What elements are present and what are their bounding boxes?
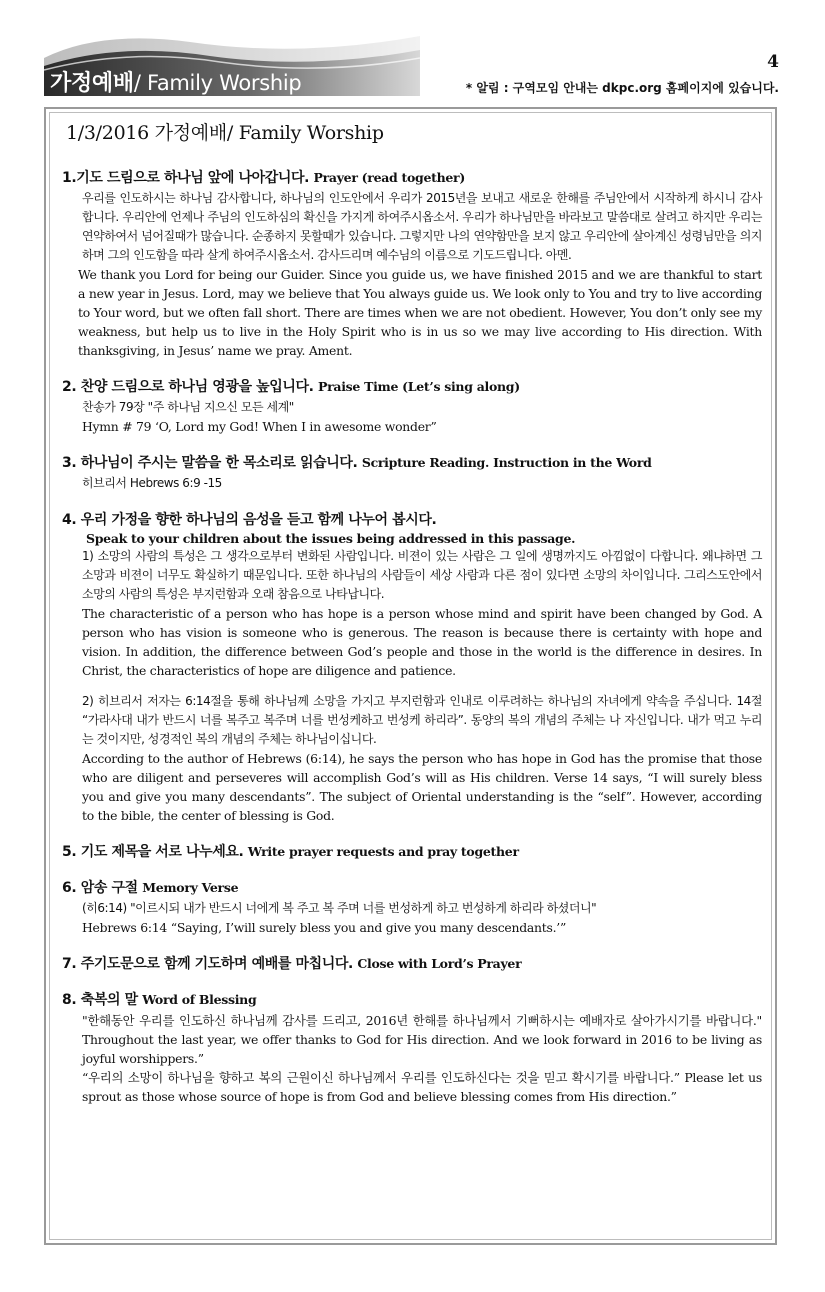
document-title: 1/3/2016 가정예배/ Family Worship: [66, 122, 384, 144]
heading-en: Prayer (read together): [313, 170, 465, 185]
heading-en: Word of Blessing: [142, 992, 257, 1007]
heading-en: Memory Verse: [142, 880, 239, 895]
section-discussion: [60, 509, 762, 825]
memory-verse-en: Hebrews 6:14 “Saying, I’will surely bless you and give you many descendants.’”: [82, 920, 567, 935]
page-header: [40, 28, 785, 96]
heading-ko: 5. 기도 제목을 서로 나누세요.: [62, 844, 248, 860]
heading-ko: 7. 주기도문으로 함께 기도하며 예배를 마칩니다.: [62, 956, 358, 972]
section-heading: [62, 452, 762, 472]
discussion-point-2-ko: 2) 히브리서 저자는 6:14절을 통해 하나님께 소망을 가지고 부지런함과 인내로 이루려하는 하나님의 자녀에게 약속을 주십니다. 14절 “가라사대 내가 반드시 너를 복주고 복주며 너를 번성케하고 번성케 하리라”. 동양의 복의 개념의 주체는 나 자신입니다. 내가 먹고 누리는 것이지만, 성경적인 복의 개념의 주체는 하나님이십니다.: [82, 694, 762, 746]
section-heading: [62, 989, 762, 1009]
section-heading: [62, 841, 762, 861]
section-prayer: [60, 167, 762, 360]
prayer-text-en: We thank you Lord for being our Guider. Since you guide us, we have finished 2015 and we are thankful to start a new year in Jesus. Lord, may we believe that You always guide us. We look only to You and try to live according to Your word, but we often fall short. There are times when we are not obedient. However, You don’t only see my weakness, but help us to live in the Holy Spirit who is in us so we may live according to His direction. With thanksgiving, in Jesus’ name we pray. Ament.: [78, 267, 762, 358]
heading-en: Scripture Reading. Instruction in the Word: [361, 455, 652, 470]
blessing-text-2: “우리의 소망이 하나님을 향하고 복의 근원이신 하나님께서 우리를 인도하신다는 것을 믿고 확시기를 바랍니다.” Please let us sprout as those whose source of hope is from God and believe blessing comes from His direction.”: [82, 1070, 762, 1104]
heading-en: Close with Lord’s Prayer: [357, 956, 522, 971]
section-blessing: [60, 989, 762, 1106]
header-notice: * 알림 : 구역모임 안내는 dkpc.org 홈페이지에 있습니다.: [465, 81, 779, 95]
worship-content: [60, 118, 762, 1122]
section-memory-verse: [60, 877, 762, 937]
heading-en: Praise Time (Let’s sing along): [318, 379, 520, 394]
heading-ko: 2. 찬양 드림으로 하나님 영광을 높입니다.: [62, 379, 319, 395]
section-heading: [62, 376, 762, 396]
section-scripture: [60, 452, 762, 493]
header-title-ko: 가정예배: [50, 71, 134, 96]
scripture-reference: 히브리서 Hebrews 6:9 -15: [82, 476, 222, 490]
discussion-point-1-ko: 1) 소망의 사람의 특성은 그 생각으로부터 변화된 사람입니다. 비젼이 있는 사람은 그 일에 생명까지도 아낌없이 다합니다. 왜냐하면 그 소망과 비젼이 너무도 확실하기 때문입니다. 또한 하나님의 사람들이 세상 사람과 다른 점이 있다면 소망의 차이입니다. 그리스도안에서 소망의 사람의 특성은 부지런함과 오래 참음으로 나타납니다.: [82, 549, 762, 601]
section-heading: [62, 877, 762, 897]
memory-verse-ko: (히6:14) "이르시되 내가 반드시 너에게 복 주고 복 주며 너를 번성하게 하고 번성하게 하리라 하셨더니": [82, 901, 597, 915]
heading-en: Write prayer requests and pray together: [247, 844, 519, 859]
heading-ko: 1.기도 드림으로 하나님 앞에 나아갑니다.: [62, 170, 314, 186]
heading-ko: 6. 암송 구절: [62, 880, 143, 896]
heading-ko: 3. 하나님이 주시는 말씀을 한 목소리로 읽습니다.: [62, 455, 362, 471]
discussion-subheading: Speak to your children about the issues being addressed in this passage.: [86, 531, 576, 546]
hymn-ko: 찬송가 79장 "주 하나님 지으신 모든 세계": [82, 400, 294, 414]
section-closing-prayer: [60, 953, 762, 973]
page-number: 4: [767, 52, 779, 72]
section-heading: [62, 953, 762, 973]
hymn-en: Hymn # 79 ‘O, Lord my God! When I in awesome wonder”: [82, 419, 437, 434]
discussion-point-1-en: The characteristic of a person who has hope is a person whose mind and spirit have been changed by God. A person who has vision is someone who is generous. The reason is because there is certainty with hope and vision. In addition, the difference between God’s people and those in the world is the difference in desires. In Christ, the characteristics of hope are diligence and patience.: [82, 606, 762, 678]
blessing-text-1: "한해동안 우리를 인도하신 하나님께 감사를 드리고, 2016년 한해를 하나님께서 기뻐하시는 예배자로 살아가시기를 바랍니다." Throughout the last year, we offer thanks to God for His direction. And we look forward in 2016 to be living as joyful worshippers.”: [82, 1013, 762, 1066]
discussion-point-2-en: According to the author of Hebrews (6:14), he says the person who has hope in God has the promise that those who are diligent and perseveres will accomplish God’s will as His children. Verse 14 says, “I will surely bless you and give you many descendants”. The subject of Oriental understanding is the “self”. However, according to the bible, the center of blessing is God.: [82, 751, 762, 823]
section-heading: [62, 167, 762, 187]
header-title: [50, 66, 301, 97]
section-heading: 4. 우리 가정을 향한 하나님의 음성을 듣고 함께 나누어 봅시다.: [62, 512, 437, 528]
heading-ko: 8. 축복의 말: [62, 992, 143, 1008]
header-title-en: / Family Worship: [133, 71, 302, 95]
section-praise: [60, 376, 762, 436]
section-prayer-requests: [60, 841, 762, 861]
prayer-text-ko: 우리를 인도하시는 하나님 감사합니다, 하나님의 인도안에서 우리가 2015년을 보내고 새로운 한해를 주님안에서 시작하게 하시니 감사합니다. 우리안에 언제나 주님의 인도하심의 확신을 가지게 하여주시옵소서. 우리가 하나님만을 바라보고 말씀대로 살려고 하지만 우리는 연약하여서 넘어질때가 많습니다. 순종하지 못할때가 있습니다. 그렇지만 나의 연약함만을 보지 않고 우리안에 살아계신 성령님만을 의지하며 그의 인도함을 따라 살게 하여주시옵소서. 감사드리며 예수님의 이름으로 기도드립니다. 아멘.: [82, 191, 762, 262]
paragraph-gap: [60, 680, 762, 692]
